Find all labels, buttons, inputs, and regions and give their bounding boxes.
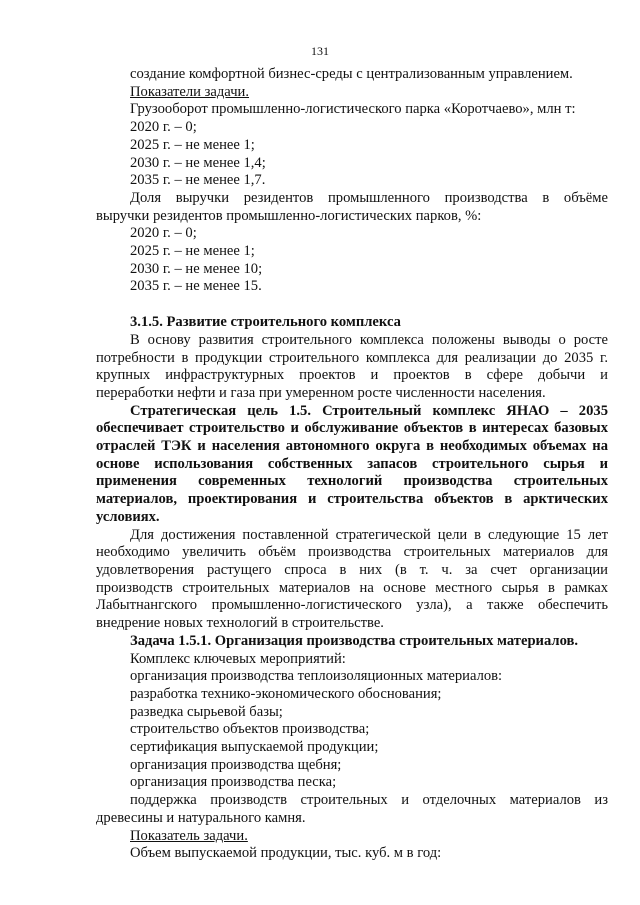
- text-line: 2030 г. – не менее 10;: [130, 260, 263, 277]
- text-line: 2025 г. – не менее 1;: [130, 136, 255, 153]
- text-line: поддержка производств строительных и отделочных материалов из: [130, 792, 608, 809]
- text-line: удовлетворения растущего спроса в них (в т. ч. за счет организации: [96, 561, 608, 578]
- bold-text-line: основе использования собственных запасов строительного сырья и: [96, 455, 608, 472]
- text-line: 2035 г. – не менее 15.: [130, 278, 262, 295]
- bold-text-line: обеспечивает строительство и обслуживание объектов в интересах базовых: [96, 420, 608, 437]
- text-line: Объем выпускаемой продукции, тыс. куб. м в год:: [130, 845, 442, 862]
- text-line: выручки резидентов промышленно-логистических парков, %:: [96, 207, 482, 224]
- text-line: древесины и натурального камня.: [96, 809, 306, 826]
- text-line: 2025 г. – не менее 1;: [130, 243, 255, 260]
- indicator-heading: Показатели задачи.: [130, 83, 250, 100]
- page-number: 131: [311, 44, 329, 58]
- text-line: разработка технико-экономического обоснования;: [130, 685, 442, 702]
- section-spacer: [96, 296, 608, 314]
- bold-text-line: условиях.: [96, 508, 160, 525]
- text-line: 2030 г. – не менее 1,4;: [130, 154, 266, 171]
- text-line: необходимо увеличить объём производства строительных материалов для: [96, 544, 608, 561]
- text-line: производств строительных материалов на основе местного сырья в рамках: [96, 579, 608, 596]
- text-line: Лабытнангского промышленно-логистического узла), а также обеспечить: [96, 597, 608, 614]
- indicator-heading: Показатель задачи.: [130, 827, 248, 844]
- bold-text-line: 3.1.5. Развитие строительного комплекса: [130, 314, 401, 331]
- document-body: [96, 66, 608, 863]
- text-line: крупных инфраструктурных проектов и проектов в сфере добычи и: [96, 367, 608, 384]
- text-line: разведка сырьевой базы;: [130, 703, 283, 720]
- text-line: Комплекс ключевых мероприятий:: [130, 650, 346, 667]
- text-line: Доля выручки резидентов промышленного производства в объёме: [130, 189, 608, 206]
- text-line: строительство объектов производства;: [130, 721, 370, 738]
- bold-text-line: отраслей ТЭК и населения автономного округа в необходимых объемах на: [96, 438, 608, 455]
- text-line: создание комфортной бизнес-среды с централизованным управлением.: [130, 66, 573, 82]
- text-line: 2020 г. – 0;: [130, 225, 197, 242]
- text-line: организация производства песка;: [130, 774, 337, 791]
- text-line: 2020 г. – 0;: [130, 119, 197, 136]
- bold-text-line: материалов, проектирования и строительства объектов в арктических: [96, 491, 608, 508]
- text-line: Грузооборот промышленно-логистического парка «Коротчаево», млн т:: [130, 101, 576, 118]
- text-line: Для достижения поставленной стратегической цели в следующие 15 лет: [130, 526, 608, 543]
- text-line: потребности в продукции строительного комплекса для реализации до 2035 г.: [96, 349, 608, 366]
- bold-text-line: Стратегическая цель 1.5. Строительный комплекс ЯНАО – 2035: [130, 402, 608, 419]
- text-line: сертификация выпускаемой продукции;: [130, 739, 379, 756]
- bold-text-line: Задача 1.5.1. Организация производства строительных материалов.: [130, 632, 579, 649]
- text-line: организация производства теплоизоляционных материалов:: [130, 668, 503, 685]
- text-line: переработки нефти и газа при умеренном росте численности населения.: [96, 384, 546, 401]
- text-line: внедрение новых технологий в строительстве.: [96, 615, 384, 632]
- text-line: В основу развития строительного комплекса положены выводы о росте: [130, 331, 608, 348]
- bold-text-line: применения современных технологий производства строительных: [96, 473, 608, 490]
- text-line: организация производства щебня;: [130, 756, 342, 773]
- text-line: 2035 г. – не менее 1,7.: [130, 172, 266, 189]
